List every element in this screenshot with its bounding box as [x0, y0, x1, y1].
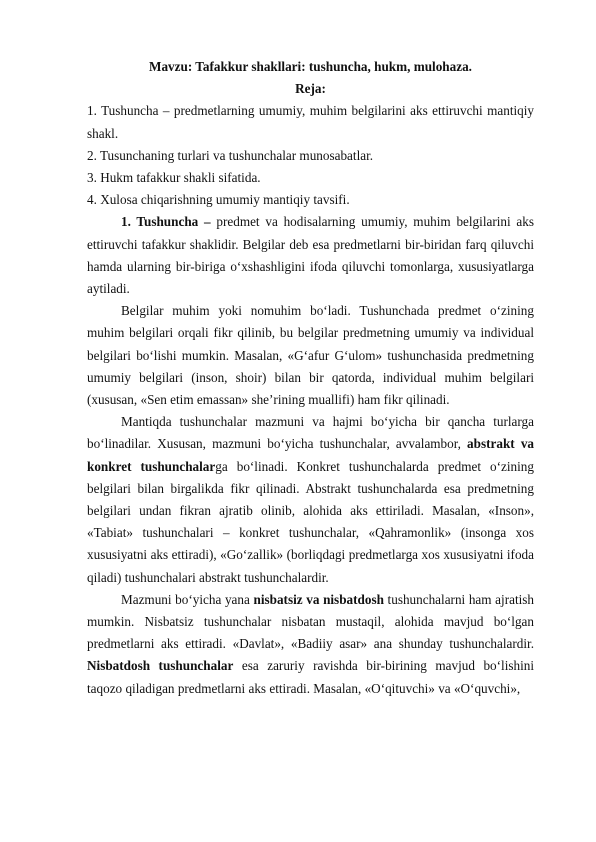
paragraph-belgilar — [87, 300, 534, 411]
paragraph-text: esa zaruriy ravishda bir-birining mavjud bo‘lishini taqozo qiladigan predmetlarni aks ettiradi. Masalan, «O‘qituvchi» va «O‘quvchi», — [87, 658, 535, 696]
paragraph-text: Mantiqda tushunchalar mazmuni va hajmi bo‘yicha bir qancha turlarga bo‘linadilar. Xususan, mazmuni bo‘yicha tushunchalar, avvalambor, — [87, 414, 534, 452]
bold-term: nisbatsiz va nisbatdosh — [253, 591, 384, 607]
paragraph-abstrakt-konkret — [87, 411, 534, 589]
bold-term: Nisbatdosh tushunchalar — [87, 658, 234, 674]
plan-item: 3. Hukm tafakkur shakli sifatida. — [87, 170, 261, 186]
plan-heading: Reja: — [295, 81, 326, 97]
plan-item: 1. Tushuncha – predmetlarning umumiy, muhim belgilarini aks ettiruvchi mantiqiy shakl. — [87, 103, 534, 141]
paragraph-text: Belgilar muhim yoki nomuhim bo‘ladi. Tushunchada predmet o‘zining muhim belgilari orqali fikr qilinib, bu belgilar predmetning umumiy va individual belgilari bo‘lishi mumkin. Masalan, «G‘afur G‘ulom» tushunchasida predmetning umumiy belgilari (inson, shoir) bilan bir qatorda, individual muhim belgilari (xususan, «Sen etim emassan» she’rining muallifi) ham fikr qilinadi. — [87, 303, 534, 408]
paragraph-text: Mazmuni bo‘yicha yana — [121, 591, 254, 607]
paragraph-text: predmet va hodisalarning umumiy, muhim belgilarini aks ettiruvchi tafakkur shaklidir. Belgilar deb esa predmetlarni bir-biridan farq qiluvchi hamda ularning bir-biriga o‘xshashligini ifoda qiluvchi tomonlarga, xususiyatlarga aytiladi. — [87, 214, 534, 297]
bold-term: abstrakt va konkret tushunchalar — [87, 436, 535, 474]
paragraph-tushuncha-definition — [87, 211, 534, 300]
plan-item: 4. Xulosa chiqarishning umumiy mantiqiy tavsifi. — [87, 192, 350, 208]
section-heading-tushuncha: 1. Tushuncha – — [121, 214, 211, 230]
paragraph-text: tushunchalarni ham ajratish mumkin. Nisbatsiz tushunchalar nisbatan mustaqil, alohida mavjud bo‘lgan predmetlarni aks ettiradi. «Davlat», «Badiiy asar» ana shunday tushunchalardir. — [87, 591, 534, 652]
plan-item: 2. Tusunchaning turlari va tushunchalar munosabatlar. — [87, 147, 374, 163]
document-title: Mavzu: Tafakkur shakllari: tushuncha, hukm, mulohaza. — [149, 59, 472, 74]
paragraph-nisbatsiz-nisbatdosh — [87, 589, 534, 700]
paragraph-text: ga bo‘linadi. Konkret tushunchalarda predmet o‘zining belgilari bilan birgalikda fikr qilinadi. Abstrakt tushunchalarda esa predmetning belgilari undan fikran ajratib olinib, alohida aks ettiriladi. Masalan, «Inson», «Tabiat» tushunchalari – konkret tushunchalar, «Qahramonlik» (insonga xos xususiyatni aks ettiradi), «Go‘zallik» (borliqdagi predmetlarga xos xususiyatni ifoda qiladi) tushunchalari abstrakt tushunchalardir. — [87, 458, 534, 585]
